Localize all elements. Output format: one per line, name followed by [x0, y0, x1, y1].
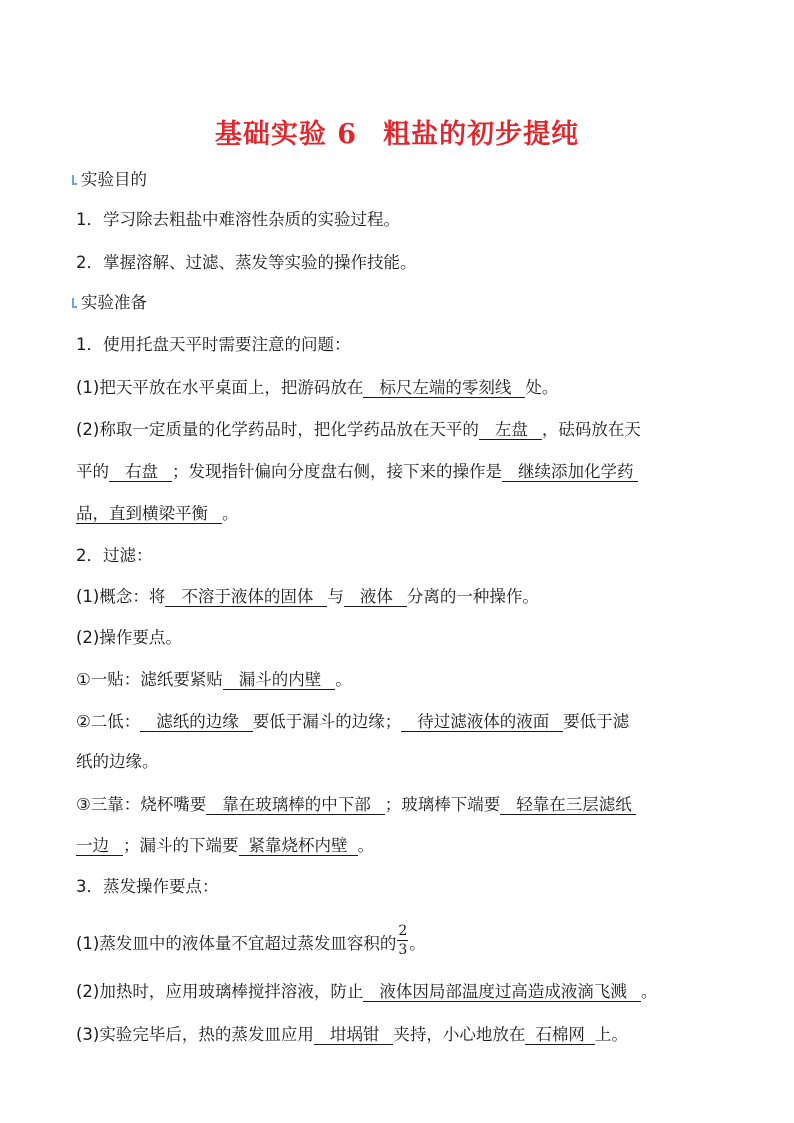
evaporate-item-1: (1)蒸发皿中的液体量不宜超过蒸发皿容积的 $\frac{2}{3}$ 。: [76, 923, 426, 958]
answer-blank: 右盘: [109, 463, 172, 482]
answer-blank: 品，直到横梁平衡: [76, 505, 222, 524]
answer-blank: 石棉网: [525, 1026, 595, 1045]
answer-blank: 滤纸的边缘: [140, 713, 253, 732]
title-prefix: 基础实验: [214, 119, 327, 150]
filter-one-stick: ①一贴：滤纸要紧贴 漏斗的内壁 。: [76, 670, 352, 689]
title-main: 粗盐的初步提纯: [383, 119, 580, 150]
filter-concept: (1)概念：将 不溶于液体的固体 与 液体 分离的一种操作。: [76, 587, 539, 606]
filter-heading: 2．过滤：: [76, 546, 153, 565]
evaporate-item-3: (3)实验完毕后，热的蒸发皿应用 坩埚钳 夹持，小心地放在 石棉网 上。: [76, 1025, 628, 1044]
title-number: 6: [337, 119, 358, 150]
answer-blank: 漏斗的内壁: [223, 671, 336, 690]
answer-blank: 标尺左端的零刻线: [363, 379, 525, 398]
section-heading-purpose: 实验目的: [72, 170, 147, 190]
answer-blank: 靠在玻璃棒的中下部: [206, 796, 385, 815]
filter-three-lean-line1: ③三靠：烧杯嘴要 靠在玻璃棒的中下部 ；玻璃棒下端要 轻靠在三层滤纸: [76, 795, 636, 815]
answer-blank: 待过滤液体的液面: [401, 713, 563, 732]
evaporate-item-2: (2)加热时，应用玻璃棒搅拌溶液，防止 液体因局部温度过高造成液滴飞溅 。: [76, 982, 658, 1001]
filter-three-lean-line2: 一边 ；漏斗的下端要 紧靠烧杯内壁 。: [76, 836, 374, 855]
section-marker-icon: [72, 298, 78, 309]
balance-item-1: (1)把天平放在水平桌面上，把游码放在 标尺左端的零刻线 处。: [76, 378, 559, 397]
answer-blank: 液体因局部温度过高造成液滴飞溅: [363, 983, 641, 1002]
answer-blank: 液体: [344, 588, 407, 607]
answer-blank: 继续添加化学药: [502, 463, 638, 482]
evaporate-heading: 3．蒸发操作要点：: [76, 877, 219, 896]
balance-item-2-line1: (2)称取一定质量的化学药品时，把化学药品放在天平的 左盘 ，砝码放在天: [76, 420, 641, 439]
section-heading-preparation: 实验准备: [72, 293, 147, 313]
balance-item-2-line2: 平的 右盘 ；发现指针偏向分度盘右侧，接下来的操作是 继续添加化学药: [76, 462, 638, 482]
section-marker-icon: [72, 175, 78, 186]
purpose-item-1: 1．学习除去粗盐中难溶性杂质的实验过程。: [76, 210, 400, 229]
filter-two-low-line1: ②二低： 滤纸的边缘 要低于漏斗的边缘； 待过滤液体的液面 要低于滤: [76, 712, 630, 731]
filter-two-low-line2: 纸的边缘。: [76, 752, 159, 771]
balance-heading: 1．使用托盘天平时需要注意的问题：: [76, 335, 351, 354]
page-title: [0, 112, 794, 151]
filter-points: (2)操作要点。: [76, 628, 182, 647]
purpose-item-2: 2．掌握溶解、过滤、蒸发等实验的操作技能。: [76, 253, 417, 272]
answer-blank: 轻靠在三层滤纸: [500, 796, 636, 815]
answer-blank: 左盘: [479, 421, 542, 440]
answer-blank: 不溶于液体的固体: [165, 588, 327, 607]
fraction: $\frac{2}{3}$: [398, 923, 408, 958]
answer-blank: 一边: [76, 837, 123, 856]
answer-blank: 紧靠烧杯内壁: [239, 837, 358, 856]
answer-blank: 坩埚钳: [314, 1026, 394, 1045]
balance-item-2-line3: 品，直到横梁平衡 。: [76, 504, 239, 523]
